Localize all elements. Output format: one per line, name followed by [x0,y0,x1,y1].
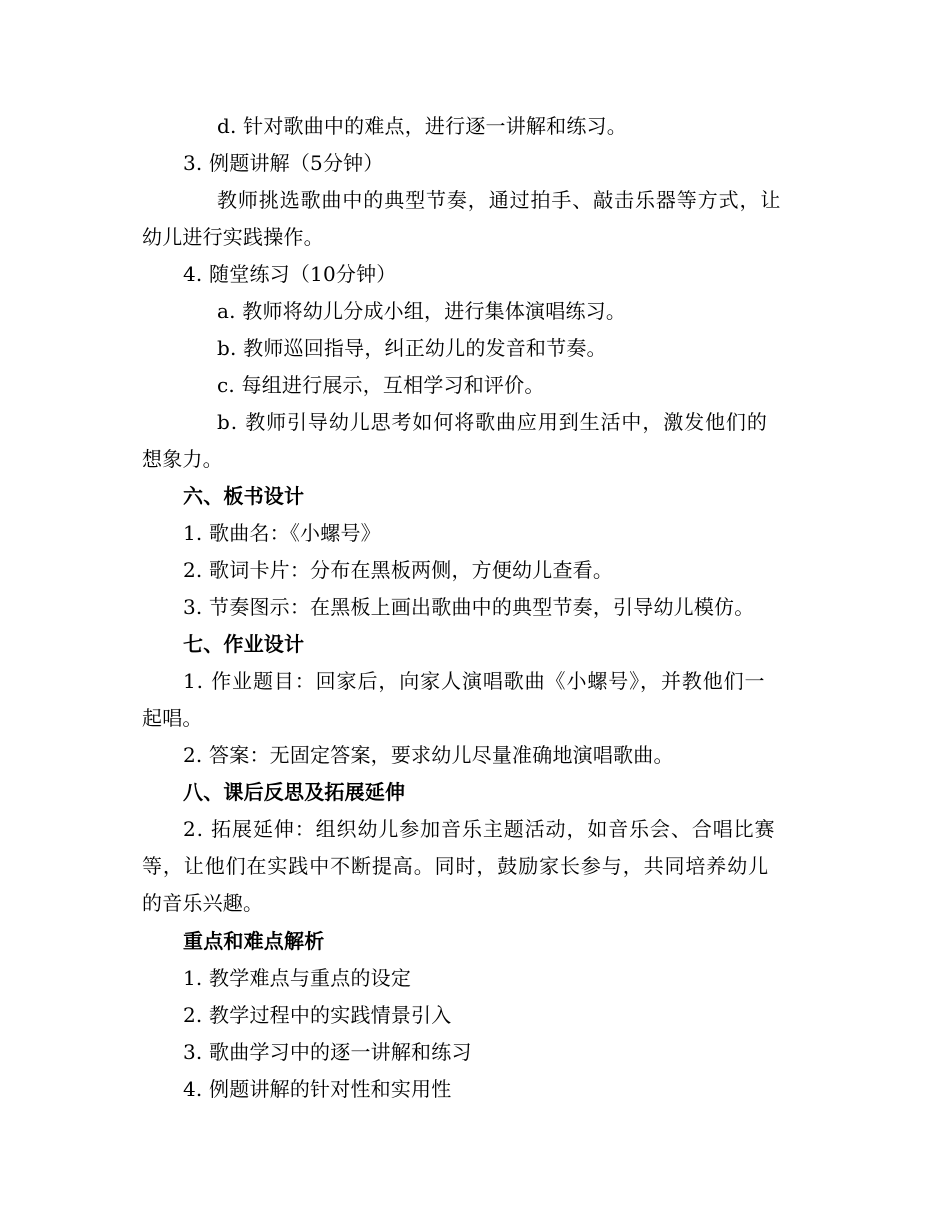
sub-item-b-imagination-line-2: 想象力。 [142,447,223,471]
key-point-1: 1. 教学难点与重点的设定 [183,966,412,990]
paragraph-example-line-2: 幼儿进行实践操作。 [142,225,324,249]
sub-item-b-imagination-line-1: b. 教师引导幼儿思考如何将歌曲应用到生活中，激发他们的 [217,410,768,434]
sub-item-d-difficulties: d. 针对歌曲中的难点，进行逐一讲解和练习。 [217,114,627,138]
homework-item-1-line-1: 1. 作业题目：回家后，向家人演唱歌曲《小螺号》，并教他们一 [183,669,766,693]
blackboard-item-1: 1. 歌曲名：《小螺号》 [183,521,381,545]
reflection-item-2-line-1: 2. 拓展延伸：组织幼儿参加音乐主题活动，如音乐会、合唱比赛 [183,817,776,841]
paragraph-example-line-1: 教师挑选歌曲中的典型节奏，通过拍手、敲击乐器等方式，让 [217,188,782,212]
section-heading-reflection: 八、课后反思及拓展延伸 [183,780,406,804]
item-3-example-explanation: 3. 例题讲解（5分钟） [183,151,384,175]
sub-item-b-guidance: b. 教师巡回指导，纠正幼儿的发音和节奏。 [217,336,607,360]
item-4-practice: 4. 随堂练习（10分钟） [183,262,397,286]
sub-item-a-groups: a. 教师将幼儿分成小组，进行集体演唱练习。 [217,299,627,323]
reflection-item-2-line-3: 的音乐兴趣。 [142,891,264,915]
key-point-4: 4. 例题讲解的针对性和实用性 [183,1077,452,1101]
homework-item-2: 2. 答案：无固定答案，要求幼儿尽量准确地演唱歌曲。 [183,743,674,767]
homework-item-1-line-2: 起唱。 [142,706,203,730]
key-point-2: 2. 教学过程中的实践情景引入 [183,1003,452,1027]
section-heading-key-points: 重点和难点解析 [183,929,325,953]
reflection-item-2-line-2: 等，让他们在实践中不断提高。同时，鼓励家长参与，共同培养幼儿 [142,854,769,878]
sub-item-c-presentation: c. 每组进行展示，互相学习和评价。 [217,373,545,397]
key-point-3: 3. 歌曲学习中的逐一讲解和练习 [183,1040,472,1064]
section-heading-blackboard: 六、板书设计 [183,484,305,508]
blackboard-item-2: 2. 歌词卡片：分布在黑板两侧，方便幼儿查看。 [183,558,614,582]
section-heading-homework: 七、作业设计 [183,632,305,656]
blackboard-item-3: 3. 节奏图示：在黑板上画出歌曲中的典型节奏，引导幼儿模仿。 [183,595,755,619]
